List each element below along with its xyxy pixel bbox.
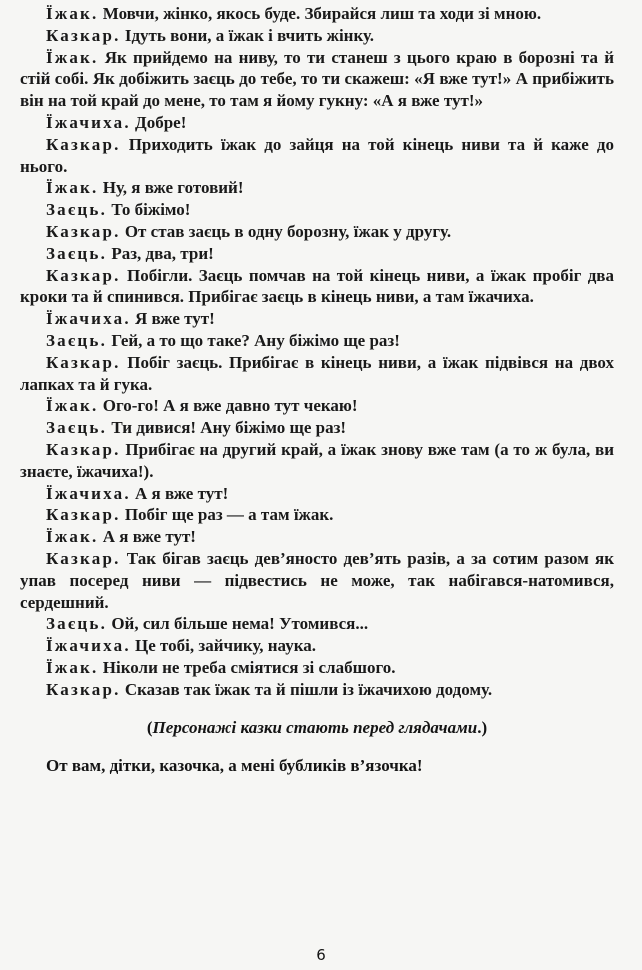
page-number: 6 [316,946,326,964]
speaker-name: Їжак. [46,4,99,23]
speaker-name: Казкар. [46,352,121,372]
dialogue-line [20,177,614,199]
speech-text: То біжімо! [111,200,191,220]
speaker-name: Казкар. [46,221,121,241]
speaker-name: Їжак. [46,396,99,416]
dialogue-line [20,548,614,613]
speech-text: Мовчи, жінко, якось буде. Збирайся лиш та ходи зі мною. [102,4,542,23]
dialogue-line [20,657,614,679]
speaker-name: Заєць. [46,330,108,350]
dialogue-line [20,395,614,417]
speech-text: Ніколи не треба сміятися зі слабшого. [102,657,396,677]
speech-text: Це тобі, зайчику, наука. [135,636,316,656]
dialogue-line [20,417,614,439]
dialogue-line [20,134,614,178]
dialogue-line [20,221,614,243]
speech-text: А я вже тут! [135,483,229,503]
speech-text: Я вже тут! [135,309,215,329]
speaker-name: Казкар. [46,548,121,568]
speaker-name: Казкар. [46,134,121,154]
dialogue-line [20,679,614,701]
dialogue-line [20,526,614,548]
dialogue-line [20,483,614,505]
speech-text: Прибігає на другий край, а їжак знову вже там (а то ж була, ви знаєте, їжачиха!). [20,439,615,481]
speech-text: От став заєць в одну борозну, їжак у другу. [124,221,452,241]
dialogue-line [20,308,614,330]
dialogue-line [20,613,614,635]
stage-close-paren: .) [477,717,488,737]
dialogue-line [20,265,614,309]
speaker-name: Заєць. [46,200,108,220]
speaker-name: Їжачиха. [46,636,131,656]
speaker-name: Їжак. [46,657,99,677]
speech-text: Ого-го! А я вже давно тут чекаю! [102,396,358,416]
speech-text: Побіг ще раз — а там їжак. [124,505,334,525]
speech-text: Ідуть вони, а їжак і вчить жінку. [124,25,375,45]
speaker-name: Казкар. [46,679,121,699]
dialogue-line [20,243,614,265]
dialogue-line [20,112,614,134]
dialogue-line [20,352,614,396]
dialogue-line [20,330,614,352]
speaker-name: Їжак. [46,47,99,67]
dialogue [20,3,614,701]
dialogue-line [20,439,614,483]
dialogue-line [20,3,614,25]
speech-text: Так бігав заєць дев’яносто дев’ять разів, а за сотим разом як упав посеред ниви — підвестись не може, так набігався-натомився, сердешний. [20,548,614,612]
speech-text: Побігли. Заєць помчав на той кінець ниви, а їжак пробіг два кроки та й спинився. Прибігає заєць в кінець ниви, а там їжачиха. [20,265,614,307]
dialogue-line [20,199,614,221]
stage-open-paren: ( [146,717,153,737]
speaker-name: Казкар. [46,505,121,525]
dialogue-line [20,635,614,657]
speaker-name: Їжачиха. [46,309,131,329]
speech-text: Гей, а то що таке? Ану біжімо ще раз! [111,330,400,350]
speech-text: Приходить їжак до зайця на той кінець ниви та й каже до нього. [20,134,615,176]
speaker-name: Заєць. [46,243,108,263]
speech-text: Раз, два, три! [111,243,214,263]
speaker-name: Їжак. [46,527,99,547]
dialogue-line [20,504,614,526]
speaker-name: Казкар. [46,25,121,45]
speech-text: Сказав так їжак та й пішли із їжачихою додому. [124,679,493,699]
speech-text: Побіг заєць. Прибігає в кінець ниви, а їжак підвівся на двох лапках та й гука. [20,352,615,394]
speaker-name: Їжачиха. [46,483,131,503]
speaker-name: Казкар. [46,265,121,285]
speech-text: Ой, сил більше нема! Утомився... [111,614,369,634]
dialogue-line [20,47,614,112]
speaker-name: Заєць. [46,614,108,634]
stage-direction-text: Персонажі казки стають перед глядачами [152,717,478,737]
speech-text: А я вже тут! [102,527,196,547]
speech-text: Ну, я вже готовий! [102,178,244,198]
stage-direction [20,717,614,739]
ending-line: От вам, дітки, казочка, а мені бубликів в’язочка! [46,755,423,775]
speech-text: Ти дивися! Ану біжімо ще раз! [111,418,347,438]
speech-text: Як прийдемо на ниву, то ти станеш з цього краю в борозні та й стій собі. Як добіжить заєць до тебе, то ти скажеш: «Я вже тут!» А прибіжить він на той край до мене, то там я йому гукну: «А я вже тут!» [20,47,615,111]
speaker-name: Їжак. [46,178,99,198]
speaker-name: Їжачиха. [46,112,131,132]
dialogue-line [20,25,614,47]
speaker-name: Казкар. [46,439,121,459]
speech-text: Добре! [135,112,187,132]
speaker-name: Заєць. [46,418,108,438]
page [20,0,614,777]
